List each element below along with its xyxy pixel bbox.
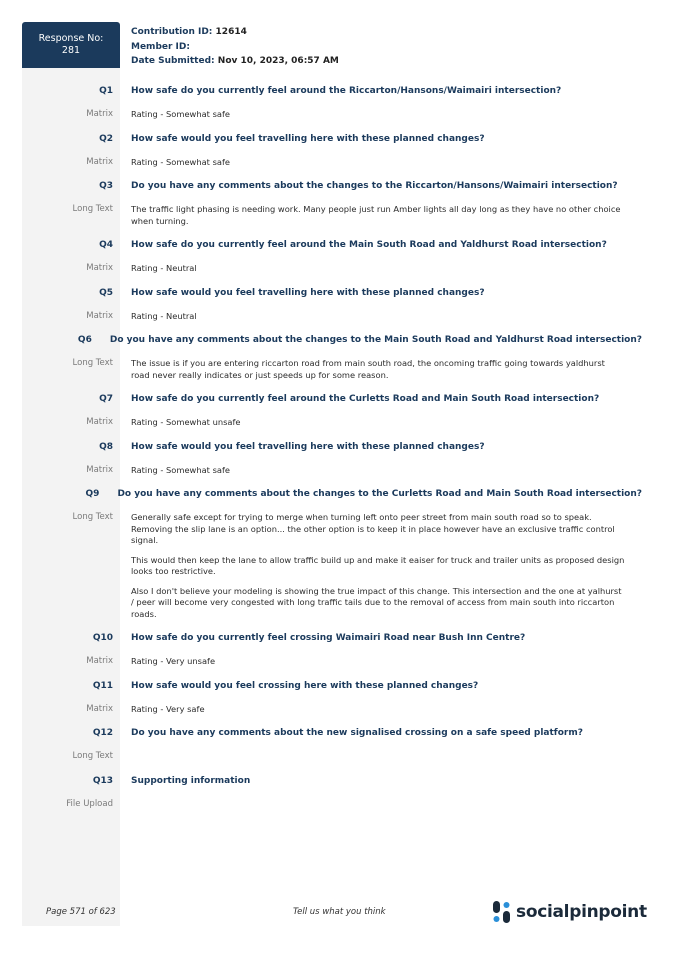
question-row [22, 335, 642, 348]
answer-paragraph: Generally safe except for trying to merge when turning left onto peer street from main south road so to speak. Removing the slip lane is an option... the other option is to keep it in place however have an exclusive traffic control signal. [131, 512, 615, 545]
question-block [22, 633, 642, 668]
question-number: Q3 [99, 181, 113, 191]
question-number: Q11 [92, 680, 113, 691]
question-number: Q9 [85, 489, 100, 499]
answer-text [131, 157, 625, 169]
logo-text: socialpinpoint [516, 902, 647, 922]
answer-text [131, 358, 625, 381]
question-block [22, 442, 642, 477]
answer-type: Long Text [72, 358, 113, 368]
answer-paragraph: The issue is if you are entering riccarton road from main south road, the oncoming traffic going towards yaldhurst road never really indicates or just speeds up for some reason. [131, 358, 605, 380]
answer-text [131, 109, 625, 121]
contribution-row [131, 25, 339, 40]
response-number: 281 [61, 45, 81, 56]
answer-paragraph: Rating - Very safe [131, 703, 205, 714]
answer-type: Matrix [86, 156, 113, 167]
response-label: Response No: [38, 33, 104, 44]
question-title: Do you have any comments about the new signalised crossing on a safe speed platform? [131, 728, 583, 738]
question-title: Do you have any comments about the changes to the Curletts Road and Main South Road intersection? [117, 489, 642, 499]
answer-paragraph: Rating - Neutral [131, 310, 197, 321]
response-number-badge [22, 22, 120, 68]
question-title: How safe would you feel travelling here with these planned changes? [131, 133, 485, 144]
answer-paragraph: Rating - Very unsafe [131, 656, 216, 666]
question-number: Q8 [99, 441, 113, 452]
question-title: How safe do you currently feel crossing Waimairi Road near Bush Inn Centre? [131, 633, 526, 643]
submission-meta [131, 25, 339, 69]
date-row [131, 54, 339, 69]
answer-type: Matrix [86, 417, 113, 427]
question-number: Q5 [99, 287, 113, 298]
question-number: Q12 [92, 728, 113, 738]
answer-row [22, 263, 642, 275]
answer-text [131, 704, 625, 716]
answer-text [131, 311, 625, 323]
answer-text [131, 512, 625, 620]
page-footer [0, 900, 675, 926]
answer-row [22, 751, 642, 763]
question-row [22, 728, 642, 741]
question-block [22, 681, 642, 716]
question-block [22, 489, 642, 620]
answer-type: Matrix [86, 263, 113, 273]
date-submitted: Nov 10, 2023, 06:57 AM [217, 56, 339, 66]
question-number: Q1 [99, 86, 113, 96]
answer-row [22, 512, 642, 620]
answer-row [22, 465, 642, 477]
question-number: Q4 [99, 240, 113, 250]
question-title: How safe would you feel travelling here with these planned changes? [131, 441, 485, 452]
answer-row [22, 358, 642, 381]
answer-type: Matrix [86, 703, 113, 714]
answer-row [22, 656, 642, 668]
question-block [22, 181, 642, 227]
answer-row [22, 704, 642, 716]
question-block [22, 335, 642, 381]
answer-paragraph: Rating - Neutral [131, 263, 197, 273]
question-title: How safe would you feel crossing here with these planned changes? [131, 680, 479, 691]
question-title: How safe do you currently feel around the Main South Road and Yaldhurst Road intersection? [131, 240, 607, 250]
answer-paragraph: Rating - Somewhat safe [131, 109, 230, 119]
member-row [131, 40, 339, 55]
answer-text [131, 751, 625, 763]
member-label: Member ID: [131, 41, 190, 52]
question-row [22, 86, 642, 99]
question-row [22, 181, 642, 194]
answer-paragraph: Also I don't believe your modeling is showing the true impact of this change. This intersection and the one at yalhurst / peer will become very congested with long traffic tails due to the removal of access from main south into riccarton roads. [131, 585, 622, 619]
answer-paragraph: Rating - Somewhat unsafe [131, 417, 241, 427]
question-block [22, 288, 642, 323]
answer-type: Long Text [72, 512, 113, 522]
question-block [22, 240, 642, 275]
answer-row [22, 157, 642, 169]
answer-type: Matrix [86, 464, 113, 475]
question-number: Q13 [92, 775, 113, 786]
question-title: How safe would you feel travelling here with these planned changes? [131, 287, 485, 298]
answer-row [22, 204, 642, 227]
socialpinpoint-logo-icon [492, 900, 512, 924]
question-row [22, 633, 642, 646]
question-list [22, 86, 642, 823]
answer-type: File Upload [66, 798, 113, 809]
question-block [22, 394, 642, 429]
answer-type: Long Text [72, 204, 113, 214]
question-block [22, 728, 642, 763]
answer-text [131, 204, 625, 227]
answer-type: Matrix [86, 109, 113, 119]
answer-row [22, 109, 642, 121]
question-row [22, 489, 642, 502]
question-row [22, 288, 642, 301]
answer-row [22, 417, 642, 429]
question-row [22, 681, 642, 694]
date-label: Date Submitted: [131, 56, 215, 66]
answer-text [131, 465, 625, 477]
contribution-id: 12614 [215, 27, 247, 37]
answer-paragraph: Rating - Somewhat safe [131, 464, 230, 475]
answer-text [131, 263, 625, 275]
answer-paragraph: The traffic light phasing is needing work. Many people just run Amber lights all day long as they have no other choice when turning. [131, 204, 621, 226]
question-title: How safe do you currently feel around the Curletts Road and Main South Road intersection? [131, 394, 600, 404]
answer-row [22, 311, 642, 323]
answer-type: Matrix [86, 656, 113, 666]
contribution-label: Contribution ID: [131, 27, 213, 37]
answer-paragraph: This would then keep the lane to allow traffic build up and make it eaiser for truck and trailer units as proposed design looks too restrictive. [131, 554, 625, 576]
question-number: Q7 [99, 394, 113, 404]
footer-tagline: Tell us what you think [293, 907, 386, 917]
answer-text [131, 656, 625, 668]
question-block [22, 134, 642, 169]
question-number: Q10 [92, 633, 113, 643]
question-title: Do you have any comments about the changes to the Riccarton/Hansons/Waimairi intersection? [131, 181, 618, 191]
socialpinpoint-logo [492, 900, 647, 924]
question-title: Do you have any comments about the changes to the Main South Road and Yaldhurst Road intersection? [109, 335, 642, 345]
answer-type: Long Text [72, 751, 113, 761]
question-number: Q6 [77, 335, 92, 345]
question-row [22, 240, 642, 253]
question-title: Supporting information [131, 775, 251, 786]
question-row [22, 442, 642, 455]
question-row [22, 134, 642, 147]
answer-type: Matrix [86, 310, 113, 321]
answer-paragraph: Rating - Somewhat safe [131, 156, 230, 167]
question-block [22, 86, 642, 121]
question-title: How safe do you currently feel around the Riccarton/Hansons/Waimairi intersection? [131, 86, 562, 96]
question-block [22, 776, 642, 811]
question-number: Q2 [99, 133, 113, 144]
answer-text [131, 417, 625, 429]
question-row [22, 776, 642, 789]
question-row [22, 394, 642, 407]
answer-text [131, 799, 625, 811]
page-number: Page 571 of 623 [46, 907, 116, 917]
answer-row [22, 799, 642, 811]
